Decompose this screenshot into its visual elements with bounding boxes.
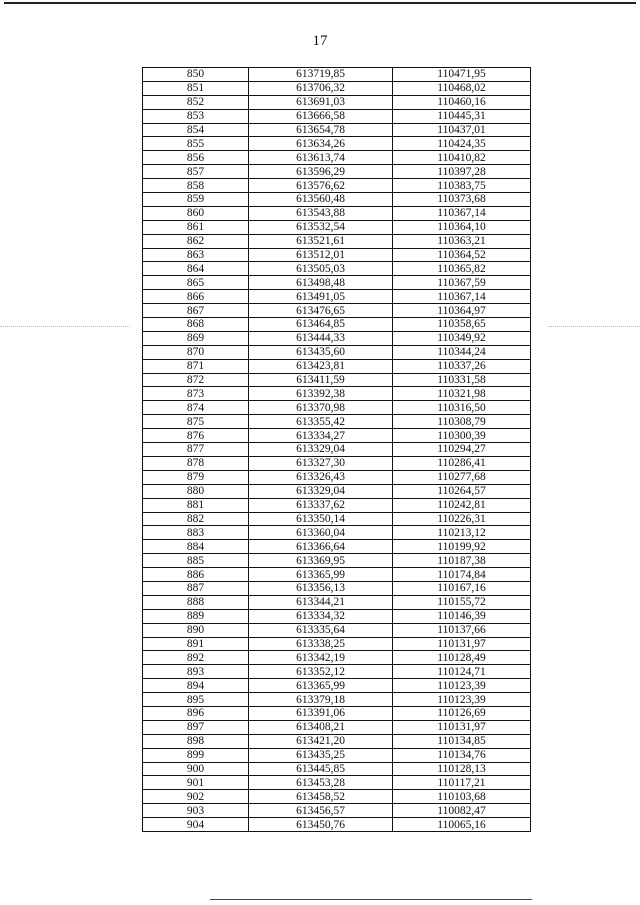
table-row (143, 706, 531, 720)
point-number-cell: 854 (143, 123, 249, 137)
y-coordinate-cell: 110410,82 (393, 151, 531, 165)
table-row (143, 637, 531, 651)
table-row (143, 720, 531, 734)
y-coordinate-cell: 110331,58 (393, 373, 531, 387)
bottom-scan-line (210, 899, 532, 900)
point-number-cell: 883 (143, 526, 249, 540)
y-coordinate-cell: 110321,98 (393, 387, 531, 401)
x-coordinate-cell: 613521,61 (249, 234, 393, 248)
point-number-cell: 896 (143, 706, 249, 720)
x-coordinate-cell: 613706,32 (249, 81, 393, 95)
y-coordinate-cell: 110471,95 (393, 68, 531, 82)
y-coordinate-cell: 110358,65 (393, 318, 531, 332)
point-number-cell: 888 (143, 595, 249, 609)
point-number-cell: 891 (143, 637, 249, 651)
table-row (143, 165, 531, 179)
point-number-cell: 890 (143, 623, 249, 637)
point-number-cell: 892 (143, 651, 249, 665)
point-number-cell: 872 (143, 373, 249, 387)
y-coordinate-cell: 110242,81 (393, 498, 531, 512)
point-number-cell: 866 (143, 290, 249, 304)
table-row (143, 206, 531, 220)
table-row (143, 443, 531, 457)
point-number-cell: 868 (143, 318, 249, 332)
x-coordinate-cell: 613634,26 (249, 137, 393, 151)
point-number-cell: 856 (143, 151, 249, 165)
x-coordinate-cell: 613512,01 (249, 248, 393, 262)
table-row (143, 68, 531, 82)
y-coordinate-cell: 110131,97 (393, 637, 531, 651)
point-number-cell: 877 (143, 443, 249, 457)
point-number-cell: 859 (143, 193, 249, 207)
point-number-cell: 863 (143, 248, 249, 262)
x-coordinate-cell: 613352,12 (249, 665, 393, 679)
y-coordinate-cell: 110264,57 (393, 484, 531, 498)
y-coordinate-cell: 110123,39 (393, 679, 531, 693)
table-row (143, 179, 531, 193)
point-number-cell: 887 (143, 581, 249, 595)
point-number-cell: 875 (143, 415, 249, 429)
y-coordinate-cell: 110213,12 (393, 526, 531, 540)
x-coordinate-cell: 613338,25 (249, 637, 393, 651)
point-number-cell: 867 (143, 304, 249, 318)
x-coordinate-cell: 613335,64 (249, 623, 393, 637)
table-row (143, 456, 531, 470)
y-coordinate-cell: 110131,97 (393, 720, 531, 734)
x-coordinate-cell: 613421,20 (249, 734, 393, 748)
y-coordinate-cell: 110199,92 (393, 540, 531, 554)
y-coordinate-cell: 110134,76 (393, 748, 531, 762)
y-coordinate-cell: 110155,72 (393, 595, 531, 609)
table-row (143, 318, 531, 332)
table-row (143, 804, 531, 818)
y-coordinate-cell: 110445,31 (393, 109, 531, 123)
point-number-cell: 873 (143, 387, 249, 401)
x-coordinate-cell: 613719,85 (249, 68, 393, 82)
x-coordinate-cell: 613453,28 (249, 776, 393, 790)
x-coordinate-cell: 613456,57 (249, 804, 393, 818)
y-coordinate-cell: 110187,38 (393, 554, 531, 568)
y-coordinate-cell: 110344,24 (393, 345, 531, 359)
y-coordinate-cell: 110128,49 (393, 651, 531, 665)
point-number-cell: 862 (143, 234, 249, 248)
x-coordinate-cell: 613379,18 (249, 693, 393, 707)
coordinates-table (142, 67, 531, 832)
scan-artifact-dots-right (548, 326, 640, 328)
point-number-cell: 889 (143, 609, 249, 623)
y-coordinate-cell: 110468,02 (393, 81, 531, 95)
point-number-cell: 869 (143, 331, 249, 345)
x-coordinate-cell: 613505,03 (249, 262, 393, 276)
table-row (143, 762, 531, 776)
y-coordinate-cell: 110373,68 (393, 193, 531, 207)
table-row (143, 609, 531, 623)
table-row (143, 693, 531, 707)
x-coordinate-cell: 613498,48 (249, 276, 393, 290)
table-row (143, 248, 531, 262)
page-number: 17 (312, 33, 328, 49)
x-coordinate-cell: 613369,95 (249, 554, 393, 568)
x-coordinate-cell: 613350,14 (249, 512, 393, 526)
y-coordinate-cell: 110117,21 (393, 776, 531, 790)
y-coordinate-cell: 110397,28 (393, 165, 531, 179)
x-coordinate-cell: 613491,05 (249, 290, 393, 304)
point-number-cell: 851 (143, 81, 249, 95)
y-coordinate-cell: 110460,16 (393, 95, 531, 109)
y-coordinate-cell: 110126,69 (393, 706, 531, 720)
table-row (143, 81, 531, 95)
x-coordinate-cell: 613560,48 (249, 193, 393, 207)
point-number-cell: 880 (143, 484, 249, 498)
x-coordinate-cell: 613445,85 (249, 762, 393, 776)
table-row (143, 526, 531, 540)
table-row (143, 415, 531, 429)
y-coordinate-cell: 110364,52 (393, 248, 531, 262)
x-coordinate-cell: 613360,04 (249, 526, 393, 540)
table-row (143, 359, 531, 373)
table-row (143, 95, 531, 109)
point-number-cell: 900 (143, 762, 249, 776)
scan-artifact-dots-left (0, 326, 130, 328)
y-coordinate-cell: 110065,16 (393, 818, 531, 832)
x-coordinate-cell: 613596,29 (249, 165, 393, 179)
y-coordinate-cell: 110103,68 (393, 790, 531, 804)
y-coordinate-cell: 110437,01 (393, 123, 531, 137)
x-coordinate-cell: 613342,19 (249, 651, 393, 665)
point-number-cell: 858 (143, 179, 249, 193)
x-coordinate-cell: 613329,04 (249, 443, 393, 457)
table-row (143, 470, 531, 484)
x-coordinate-cell: 613423,81 (249, 359, 393, 373)
y-coordinate-cell: 110174,84 (393, 568, 531, 582)
point-number-cell: 853 (143, 109, 249, 123)
table-row (143, 748, 531, 762)
point-number-cell: 893 (143, 665, 249, 679)
table-row (143, 498, 531, 512)
table-row (143, 137, 531, 151)
y-coordinate-cell: 110124,71 (393, 665, 531, 679)
x-coordinate-cell: 613334,32 (249, 609, 393, 623)
y-coordinate-cell: 110367,59 (393, 276, 531, 290)
x-coordinate-cell: 613337,62 (249, 498, 393, 512)
y-coordinate-cell: 110364,10 (393, 220, 531, 234)
point-number-cell: 878 (143, 456, 249, 470)
x-coordinate-cell: 613329,04 (249, 484, 393, 498)
point-number-cell: 861 (143, 220, 249, 234)
point-number-cell: 850 (143, 68, 249, 82)
point-number-cell: 876 (143, 429, 249, 443)
point-number-cell: 885 (143, 554, 249, 568)
x-coordinate-cell: 613392,38 (249, 387, 393, 401)
table-row (143, 262, 531, 276)
point-number-cell: 870 (143, 345, 249, 359)
point-number-cell: 852 (143, 95, 249, 109)
point-number-cell: 860 (143, 206, 249, 220)
point-number-cell: 874 (143, 401, 249, 415)
point-number-cell: 898 (143, 734, 249, 748)
y-coordinate-cell: 110349,92 (393, 331, 531, 345)
point-number-cell: 903 (143, 804, 249, 818)
table-row (143, 345, 531, 359)
table-row (143, 568, 531, 582)
y-coordinate-cell: 110137,66 (393, 623, 531, 637)
table-row (143, 234, 531, 248)
table-row (143, 665, 531, 679)
x-coordinate-cell: 613654,78 (249, 123, 393, 137)
point-number-cell: 864 (143, 262, 249, 276)
x-coordinate-cell: 613391,06 (249, 706, 393, 720)
y-coordinate-cell: 110424,35 (393, 137, 531, 151)
x-coordinate-cell: 613435,60 (249, 345, 393, 359)
y-coordinate-cell: 110367,14 (393, 290, 531, 304)
x-coordinate-cell: 613613,74 (249, 151, 393, 165)
x-coordinate-cell: 613444,33 (249, 331, 393, 345)
point-number-cell: 857 (143, 165, 249, 179)
point-number-cell: 897 (143, 720, 249, 734)
point-number-cell: 886 (143, 568, 249, 582)
point-number-cell: 904 (143, 818, 249, 832)
y-coordinate-cell: 110367,14 (393, 206, 531, 220)
x-coordinate-cell: 613435,25 (249, 748, 393, 762)
table-row (143, 304, 531, 318)
table-row (143, 623, 531, 637)
coordinates-table-container (142, 67, 531, 832)
table-row (143, 193, 531, 207)
y-coordinate-cell: 110300,39 (393, 429, 531, 443)
x-coordinate-cell: 613326,43 (249, 470, 393, 484)
y-coordinate-cell: 110337,26 (393, 359, 531, 373)
x-coordinate-cell: 613543,88 (249, 206, 393, 220)
table-row (143, 818, 531, 832)
x-coordinate-cell: 613576,62 (249, 179, 393, 193)
table-row (143, 123, 531, 137)
point-number-cell: 901 (143, 776, 249, 790)
table-row (143, 220, 531, 234)
x-coordinate-cell: 613411,59 (249, 373, 393, 387)
point-number-cell: 899 (143, 748, 249, 762)
point-number-cell: 879 (143, 470, 249, 484)
y-coordinate-cell: 110294,27 (393, 443, 531, 457)
table-row (143, 484, 531, 498)
y-coordinate-cell: 110082,47 (393, 804, 531, 818)
x-coordinate-cell: 613334,27 (249, 429, 393, 443)
table-row (143, 540, 531, 554)
x-coordinate-cell: 613366,64 (249, 540, 393, 554)
point-number-cell: 884 (143, 540, 249, 554)
point-number-cell: 902 (143, 790, 249, 804)
table-row (143, 581, 531, 595)
y-coordinate-cell: 110123,39 (393, 693, 531, 707)
table-row (143, 512, 531, 526)
y-coordinate-cell: 110134,85 (393, 734, 531, 748)
table-row (143, 151, 531, 165)
table-row (143, 276, 531, 290)
y-coordinate-cell: 110167,16 (393, 581, 531, 595)
table-row (143, 429, 531, 443)
point-number-cell: 855 (143, 137, 249, 151)
x-coordinate-cell: 613365,99 (249, 568, 393, 582)
y-coordinate-cell: 110277,68 (393, 470, 531, 484)
x-coordinate-cell: 613370,98 (249, 401, 393, 415)
table-row (143, 331, 531, 345)
table-row (143, 290, 531, 304)
table-row (143, 651, 531, 665)
y-coordinate-cell: 110383,75 (393, 179, 531, 193)
x-coordinate-cell: 613691,03 (249, 95, 393, 109)
table-row (143, 554, 531, 568)
x-coordinate-cell: 613327,30 (249, 456, 393, 470)
y-coordinate-cell: 110146,39 (393, 609, 531, 623)
table-row (143, 595, 531, 609)
x-coordinate-cell: 613464,85 (249, 318, 393, 332)
x-coordinate-cell: 613666,58 (249, 109, 393, 123)
table-row (143, 401, 531, 415)
y-coordinate-cell: 110226,31 (393, 512, 531, 526)
point-number-cell: 882 (143, 512, 249, 526)
y-coordinate-cell: 110128,13 (393, 762, 531, 776)
point-number-cell: 871 (143, 359, 249, 373)
table-row (143, 387, 531, 401)
y-coordinate-cell: 110363,21 (393, 234, 531, 248)
table-row (143, 790, 531, 804)
y-coordinate-cell: 110365,82 (393, 262, 531, 276)
point-number-cell: 881 (143, 498, 249, 512)
x-coordinate-cell: 613532,54 (249, 220, 393, 234)
coordinates-table-body (143, 68, 531, 832)
y-coordinate-cell: 110316,50 (393, 401, 531, 415)
table-row (143, 679, 531, 693)
table-row (143, 373, 531, 387)
x-coordinate-cell: 613344,21 (249, 595, 393, 609)
table-row (143, 734, 531, 748)
table-row (143, 109, 531, 123)
table-row (143, 776, 531, 790)
x-coordinate-cell: 613476,65 (249, 304, 393, 318)
y-coordinate-cell: 110364,97 (393, 304, 531, 318)
x-coordinate-cell: 613356,13 (249, 581, 393, 595)
x-coordinate-cell: 613355,42 (249, 415, 393, 429)
x-coordinate-cell: 613458,52 (249, 790, 393, 804)
y-coordinate-cell: 110308,79 (393, 415, 531, 429)
x-coordinate-cell: 613408,21 (249, 720, 393, 734)
y-coordinate-cell: 110286,41 (393, 456, 531, 470)
top-border-line (4, 2, 636, 4)
point-number-cell: 865 (143, 276, 249, 290)
point-number-cell: 894 (143, 679, 249, 693)
x-coordinate-cell: 613450,76 (249, 818, 393, 832)
point-number-cell: 895 (143, 693, 249, 707)
x-coordinate-cell: 613365,99 (249, 679, 393, 693)
